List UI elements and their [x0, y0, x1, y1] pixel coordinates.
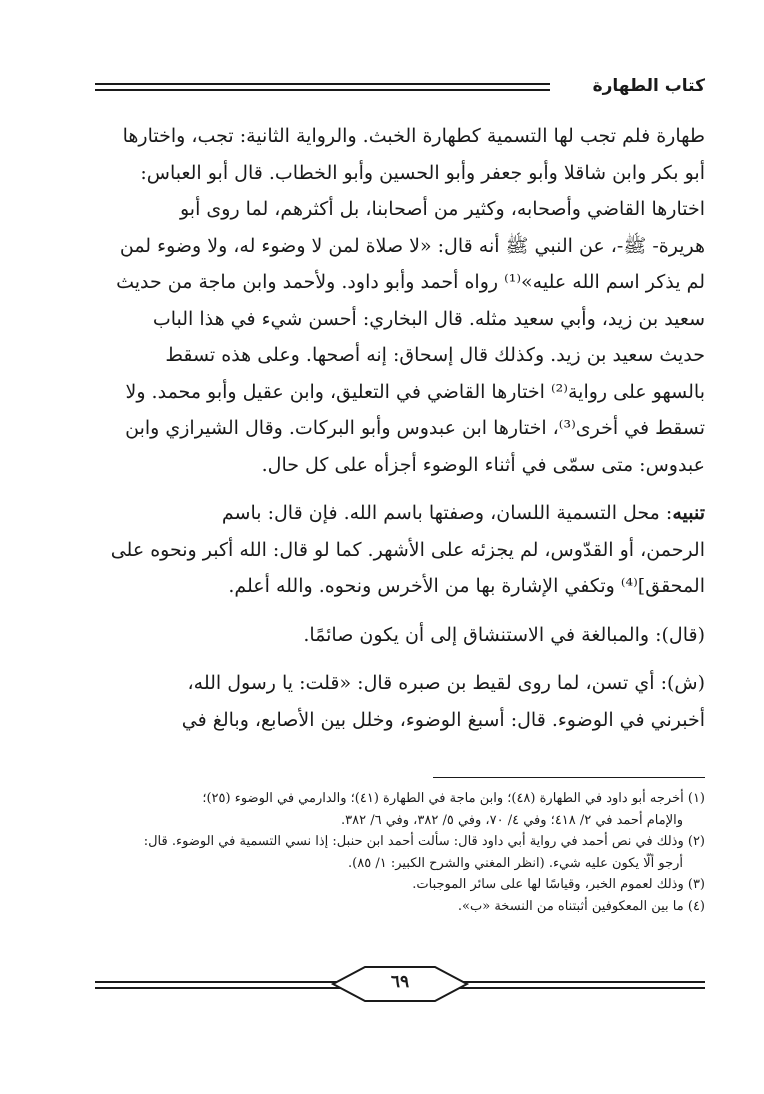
text-line: عبدوس: متى سمّى في أثناء الوضوء أجزأه على كل حال.	[261, 453, 705, 476]
header-title: كتاب الطهارة	[592, 76, 705, 96]
page-number-ornament	[325, 964, 475, 1004]
footnote-4: (٤) ما بين المعكوفين أثبتناه من النسخة «ب».	[457, 898, 705, 914]
text-line: أبو بكر وابن شاقلا وأبو جعفر وأبو الحسين وأبو الخطاب. قال أبو العباس:	[140, 161, 705, 184]
notice-text: : محل التسمية اللسان، وصفتها باسم الله. فإن قال: باسم	[221, 502, 673, 524]
text-line: اختارها القاضي وأصحابه، وكثير من أصحابنا، بل أكثرهم، لما روى أبو	[179, 198, 705, 220]
footnote-2-cont: أرجو ألّا يكون عليه شيء. (انظر المغني والشرح الكبير: ١/ ٨٥).	[348, 855, 683, 871]
footnote-1: (١) أخرجه أبو داود في الطهارة (٤٨)؛ وابن ماجة في الطهارة (٤١)؛ والدارمي في الوضوء (٢٥)؛	[202, 791, 705, 806]
running-header	[95, 72, 705, 102]
matn-line: (قال): والمبالغة في الاستنشاق إلى أن يكون صائمًا.	[303, 623, 705, 646]
notice-line	[95, 495, 705, 532]
header-double-rule	[95, 83, 550, 93]
text-line: الرحمن، أو القدّوس، لم يجزئه على الأشهر. كما لو قال: الله أكبر ونحوه على	[110, 538, 705, 561]
text-line: (ش): أي تسن، لما روى لقيط بن صبره قال: «قلت: يا رسول الله،	[187, 672, 705, 694]
footnote-separator	[433, 777, 705, 778]
text-line: أخبرني في الوضوء. قال: أسبغ الوضوء، وخلل بين الأصابع، وبالغ في	[181, 708, 705, 731]
page-footer	[95, 960, 705, 1010]
page-number: ٦٩	[390, 972, 410, 992]
footnote-2: (٢) وذلك في نص أحمد في رواية أبي داود قال: سألت أحمد ابن حنبل: إذا نسي التسمية في الوضوء. قال:	[143, 834, 705, 849]
text-line: سعيد بن زيد، وأبي سعيد مثله. قال البخاري: أحسن شيء في هذا الباب	[152, 307, 705, 330]
notice-label: تنبيه	[672, 502, 705, 524]
text-line: تسقط في أخرى⁽³⁾، اختارها ابن عبدوس وأبو البركات. وقال الشيرازي وابن	[125, 417, 705, 439]
text-line: بالسهو على رواية⁽²⁾ اختارها القاضي في التعليق، وابن عقيل وأبو محمد. ولا	[125, 380, 705, 403]
text-line: لم يذكر اسم الله عليه»⁽¹⁾ رواه أحمد وأبو داود. ولأحمد وابن ماجة من حديث	[116, 271, 705, 293]
text-line: حديث سعيد بن زيد. وكذلك قال إسحاق: إنه أصحها. وعلى هذه تسقط	[165, 344, 705, 366]
footnote-1-cont: والإمام أحمد في ٢/ ٤١٨؛ وفي ٤/ ٧٠، وفي ٥/ ٣٨٢، وفي ٦/ ٣٨٢.	[340, 812, 683, 828]
text-line: طهارة فلم تجب لها التسمية كطهارة الخبث. والرواية الثانية: تجب، واختارها	[122, 125, 705, 147]
footnote-3: (٣) وذلك لعموم الخبر، وقياسًا لها على سائر الموجبات.	[412, 877, 705, 892]
text-line: هريرة- ﷺ-، عن النبي ﷺ أنه قال: «لا صلاة لمن لا وضوء له، ولا وضوء لمن	[119, 234, 705, 257]
footnotes	[95, 788, 705, 917]
main-text	[95, 118, 705, 738]
text-line: المحقق]⁽⁴⁾ وتكفي الإشارة بها من الأخرس ونحوه. والله أعلم.	[228, 575, 705, 597]
